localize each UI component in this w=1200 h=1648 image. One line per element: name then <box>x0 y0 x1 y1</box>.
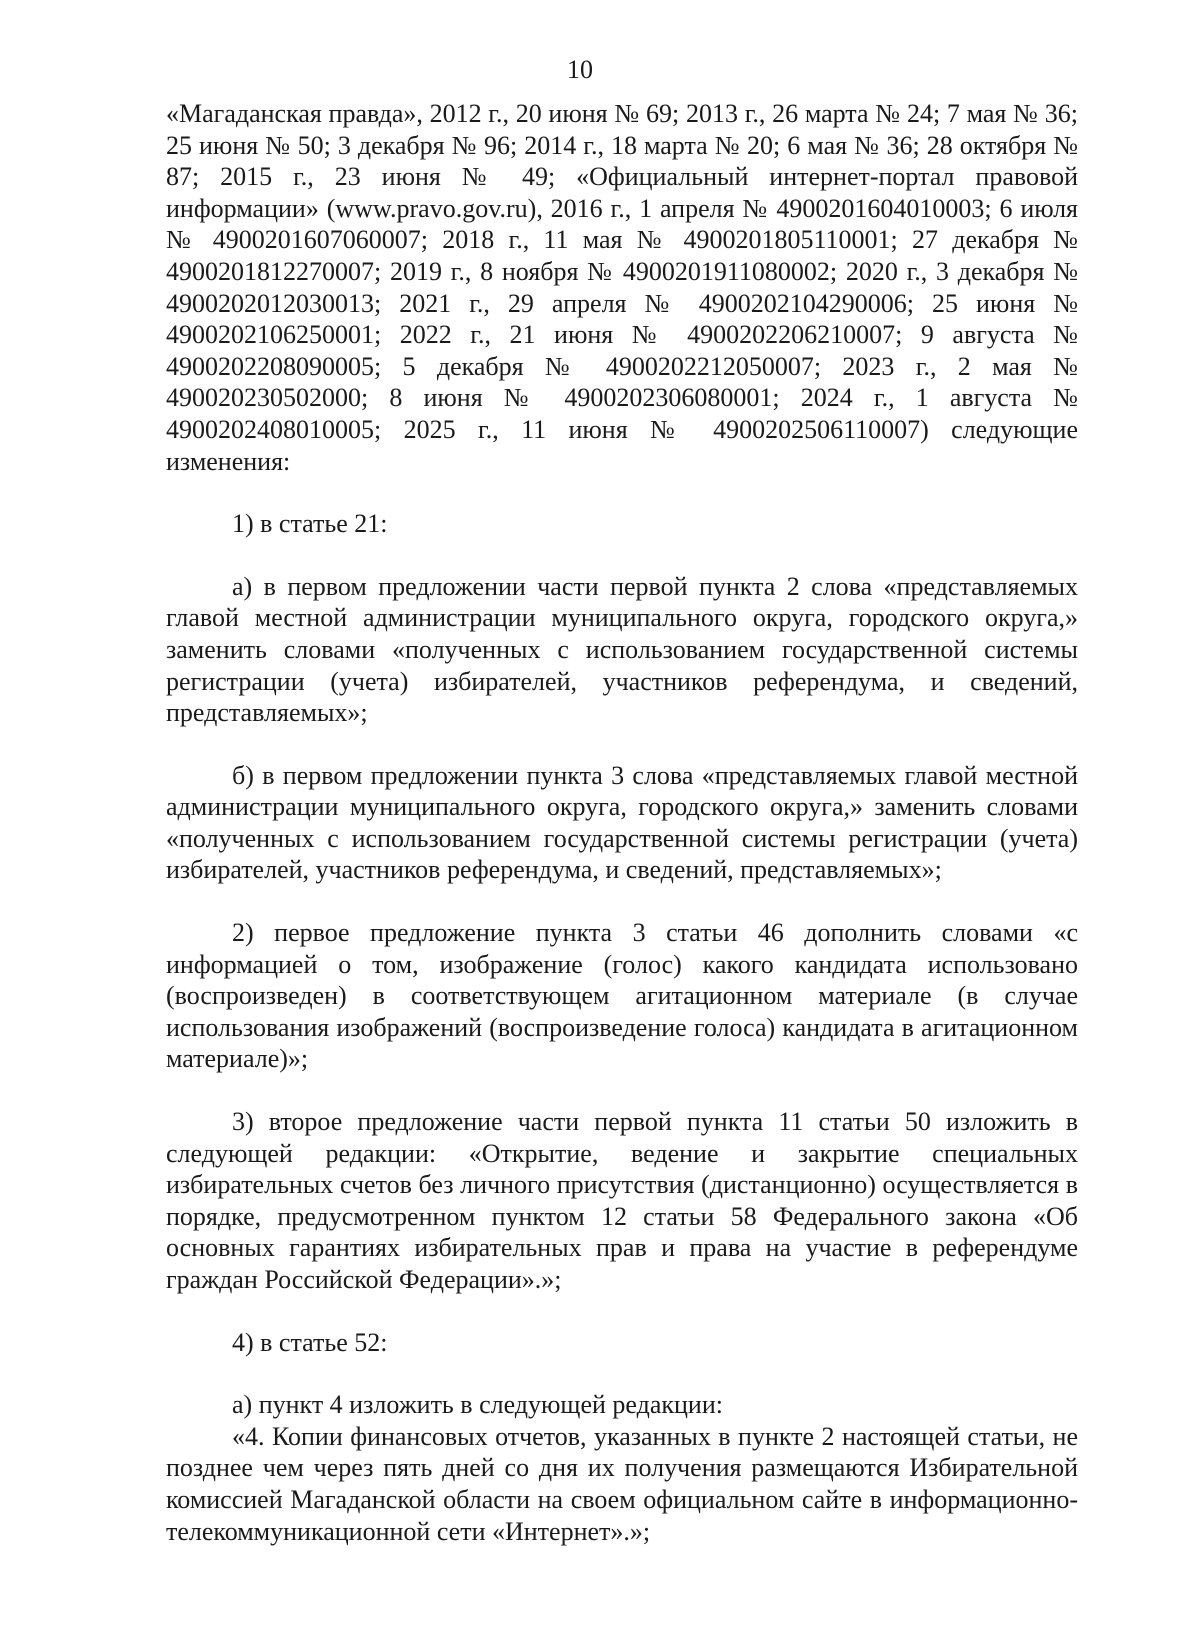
item-4a-quote-paragraph: «4. Копии финансовых отчетов, указанных в пункте 2 настоящей статьи, не позднее чем через пять дней со дня их получения размещаются Избирательной комиссией Магаданской области на своем официальном сайте в информационно-телекоммуникационной сети «Интернет».»; <box>166 1421 1078 1546</box>
item-1-paragraph: 1) в статье 21: <box>232 509 388 539</box>
item-4a-paragraph: а) пункт 4 изложить в следующей редакции: <box>232 1390 723 1420</box>
intro-paragraph: «Магаданская правда», 2012 г., 20 июня № 69; 2013 г., 26 марта № 24; 7 мая № 36; 25 июня № 50; 3 декабря № 96; 2014 г., 18 марта № 20; 6 мая № 36; 28 октября № 87; 2015 г., 23 июня № 49; «Официальный интернет-портал правовой информации» (www.pravo.gov.ru), 2016 г., 1 апреля № 4900201604010003; 6 июля № 4900201607060007; 2018 г., 11 мая № 4900201805110001; 27 декабря № 4900201812270007; 2019 г., 8 ноября № 4900201911080002; 2020 г., 3 декабря № 4900202012030013; 2021 г., 29 апреля № 4900202104290006; 25 июня № 4900202106250001; 2022 г., 21 июня № 4900202206210007; 9 августа № 4900202208090005; 5 декабря № 4900202212050007; 2023 г., 2 мая № 490020230502000; 8 июня № 4900202306080001; 2024 г., 1 августа № 4900202408010005; 2025 г., 11 июня № 4900202506110007) следующие изменения: <box>166 99 1078 476</box>
item-1a-paragraph: а) в первом предложении части первой пункта 2 слова «представляемых главой местной администрации муниципального округа, городского округа,» заменить словами «полученных с использованием государственной системы регистрации (учета) избирателей, участников референдума, и сведений, представляемых»; <box>166 571 1078 728</box>
item-2-paragraph: 2) первое предложение пункта 3 статьи 46 дополнить словами «с информацией о том, изображение (голос) какого кандидата использовано (воспроизведен) в соответствующем агитационном материале (в случае использования изображений (воспроизведение голоса) кандидата в агитационном материале)»; <box>166 918 1078 1074</box>
item-1b-paragraph: б) в первом предложении пункта 3 слова «представляемых главой местной администрации муниципального округа, городского округа,» заменить словами «полученных с использованием государственной системы регистрации (учета) избирателей, участников референдума, и сведений, представляемых»; <box>166 760 1078 885</box>
page-number: 10 <box>567 55 593 84</box>
item-4-paragraph: 4) в статье 52: <box>232 1327 388 1357</box>
document-body <box>166 98 1078 1547</box>
item-3-paragraph: 3) второе предложение части первой пункта 11 статьи 50 изложить в следующей редакции: «Открытие, ведение и закрытие специальных избирательных счетов без личного присутствия (дистанционно) осуществляется в порядке, предусмотренном пунктом 12 статьи 58 Федерального закона «Об основных гарантиях избирательных прав и права на участие в референдуме граждан Российской Федерации».»; <box>166 1107 1078 1294</box>
